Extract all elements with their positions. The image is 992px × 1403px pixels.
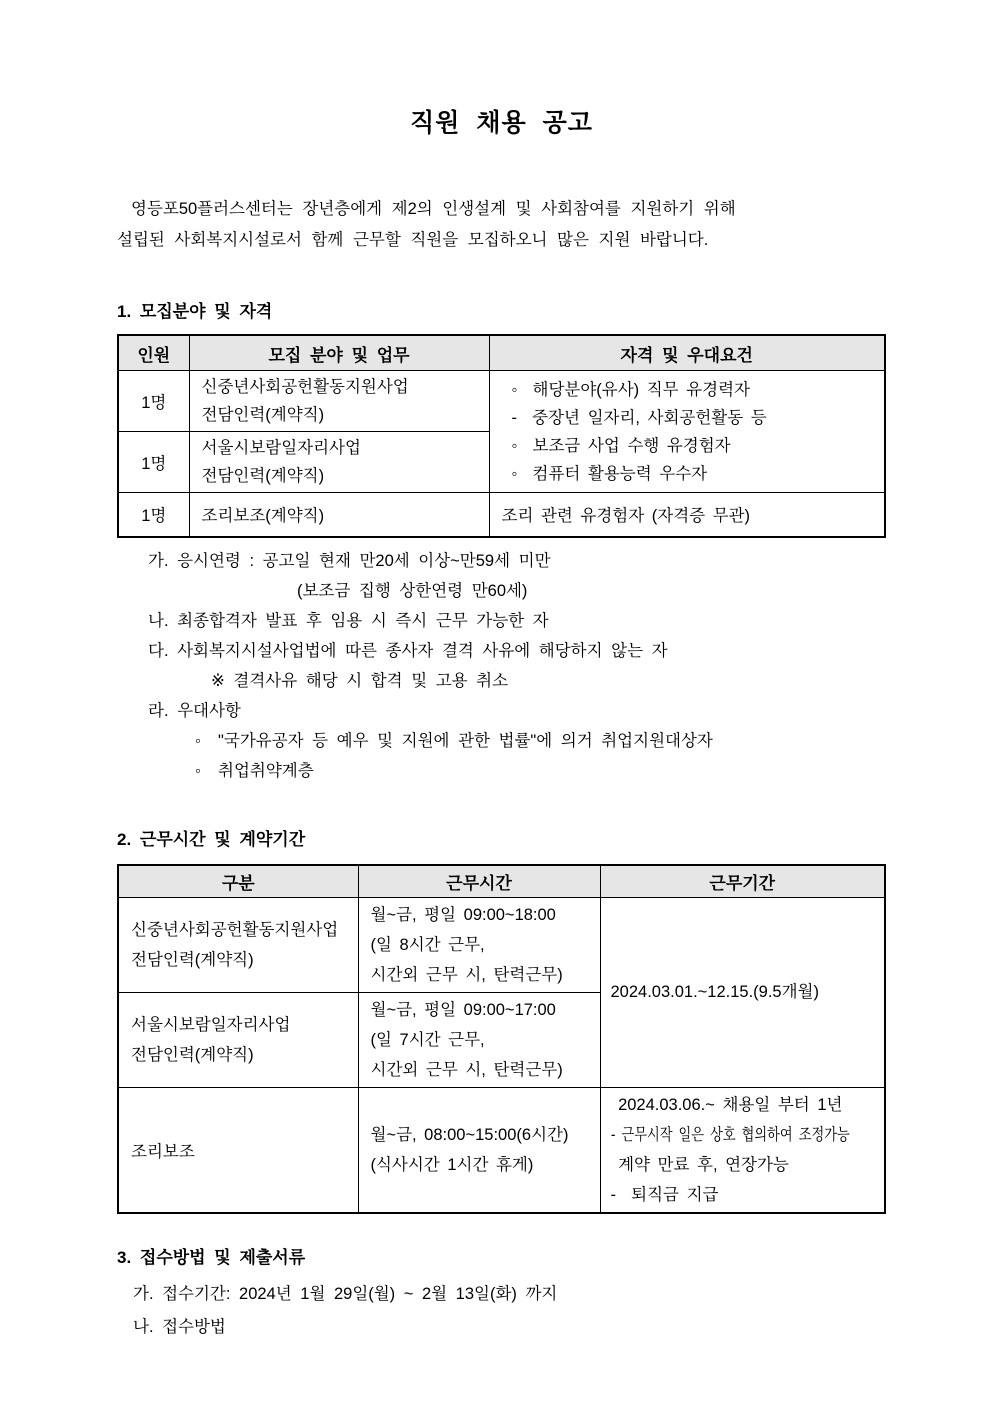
hours-line: 월~금, 08:00~15:00(6시간) [370, 1125, 569, 1144]
qualification-merged-cell [489, 371, 885, 493]
qualification-cell: 조리 관련 유경험자 (자격증 무관) [489, 493, 885, 537]
note-a-sub: (보조금 집행 상한연령 만60세) [297, 581, 528, 600]
hours-line: 시간외 근무 시, 탄력근무) [370, 1060, 563, 1079]
category-line: 전담인력(계약직) [131, 1045, 254, 1064]
hours-cell [358, 1087, 600, 1213]
qualification-line: - 중장년 일자리, 사회공헌활동 등 [511, 408, 767, 427]
header-cell-qualification: 자격 및 우대요건 [489, 335, 885, 371]
count-cell: 1명 [118, 432, 189, 493]
recruitment-table-header-row [118, 335, 885, 371]
period-line-condensed: - 근무시작 일은 상호 협의하여 조정가능 [610, 1125, 850, 1144]
work-hours-table [117, 864, 886, 1214]
section1-heading: 1. 모집분야 및 자격 [117, 302, 273, 321]
note-a: 가. 응시연령 : 공고일 현재 만20세 이상~만59세 미만 [148, 551, 551, 570]
category-cell: 조리보조 [118, 1087, 358, 1213]
header-cell-hours: 근무시간 [358, 865, 600, 898]
qualification-line: ◦ 컴퓨터 활용능력 우수자 [511, 464, 708, 483]
section3-line-a: 가. 접수기간: 2024년 1월 29일(월) ~ 2월 13일(화) 까지 [133, 1284, 558, 1303]
note-b: 나. 최종합격자 발표 후 임용 시 즉시 근무 가능한 자 [148, 611, 549, 630]
period-line: 2024.03.06.~ 채용일 부터 1년 [610, 1095, 843, 1114]
period-cell [600, 1087, 885, 1213]
hours-line: (일 7시간 근무, [370, 1030, 485, 1049]
table-row [118, 371, 885, 432]
intro-paragraph [117, 194, 886, 256]
intro-line-2: 설립된 사회복지시설로서 함께 근무할 직원을 모집하오니 많은 지원 바랍니다. [117, 231, 709, 249]
note-c-sub: ※ 결격사유 해당 시 합격 및 고용 취소 [211, 671, 509, 690]
qualification-line: ◦ 보조금 사업 수행 유경험자 [511, 436, 731, 455]
category-line: 전담인력(계약직) [131, 950, 254, 969]
table-row [118, 1087, 885, 1213]
header-cell-period: 근무기간 [600, 865, 885, 898]
field-cell [189, 371, 489, 432]
qualification-line: ◦ 해당분야(유사) 직무 유경력자 [511, 380, 750, 399]
period-line: - 퇴직금 지급 [610, 1185, 719, 1204]
note-d-bullet-2: ◦ 취업취약계층 [195, 761, 314, 780]
section1-notes [117, 546, 886, 786]
category-line: 서울시보람일자리사업 [131, 1015, 291, 1034]
section3-line-b: 나. 접수방법 [133, 1317, 226, 1336]
note-c: 다. 사회복지시설사업법에 따른 종사자 결격 사유에 해당하지 않는 자 [148, 641, 668, 660]
header-cell-category: 구분 [118, 865, 358, 898]
recruitment-table [117, 334, 886, 538]
field-cell [189, 432, 489, 493]
table-row [118, 897, 885, 992]
category-line: 신중년사회공헌활동지원사업 [131, 920, 339, 939]
period-merged-cell [600, 897, 885, 1087]
field-line: 신중년사회공헌활동지원사업 [201, 378, 409, 396]
table-row [118, 493, 885, 537]
hours-cell [358, 897, 600, 992]
intro-line-1: 영등포50플러스센터는 장년층에게 제2의 인생설계 및 사회참여를 지원하기 위해 [131, 200, 736, 218]
count-cell: 1명 [118, 371, 189, 432]
section3-heading: 3. 접수방법 및 제출서류 [117, 1247, 306, 1267]
hours-cell [358, 992, 600, 1087]
field-line: 전담인력(계약직) [201, 467, 325, 485]
hours-line: 시간외 근무 시, 탄력근무) [370, 965, 563, 984]
category-cell [118, 992, 358, 1087]
field-line: 서울시보람일자리사업 [201, 439, 361, 457]
hours-line: (일 8시간 근무, [370, 935, 485, 954]
period-line: 계약 만료 후, 연장가능 [610, 1155, 789, 1174]
section2-heading: 2. 근무시간 및 계약기간 [117, 829, 306, 849]
period-line: 2024.03.01.~12.15.(9.5개월) [610, 983, 819, 1001]
work-hours-header-row [118, 865, 885, 898]
hours-line: 월~금, 평일 09:00~17:00 [370, 1000, 556, 1019]
document-title: 직원 채용 공고 [410, 109, 593, 137]
hours-line: (식사시간 1시간 휴게) [370, 1155, 534, 1174]
hours-line: 월~금, 평일 09:00~18:00 [370, 905, 556, 924]
field-line: 전담인력(계약직) [201, 406, 325, 424]
note-d: 라. 우대사항 [148, 701, 241, 720]
category-cell [118, 897, 358, 992]
count-cell: 1명 [118, 493, 189, 537]
header-cell-field: 모집 분야 및 업무 [189, 335, 489, 371]
field-cell: 조리보조(계약직) [189, 493, 489, 537]
header-cell-count: 인원 [118, 335, 189, 371]
note-d-bullet-1: ◦ "국가유공자 등 예우 및 지원에 관한 법률"에 의거 취업지원대상자 [195, 731, 713, 750]
